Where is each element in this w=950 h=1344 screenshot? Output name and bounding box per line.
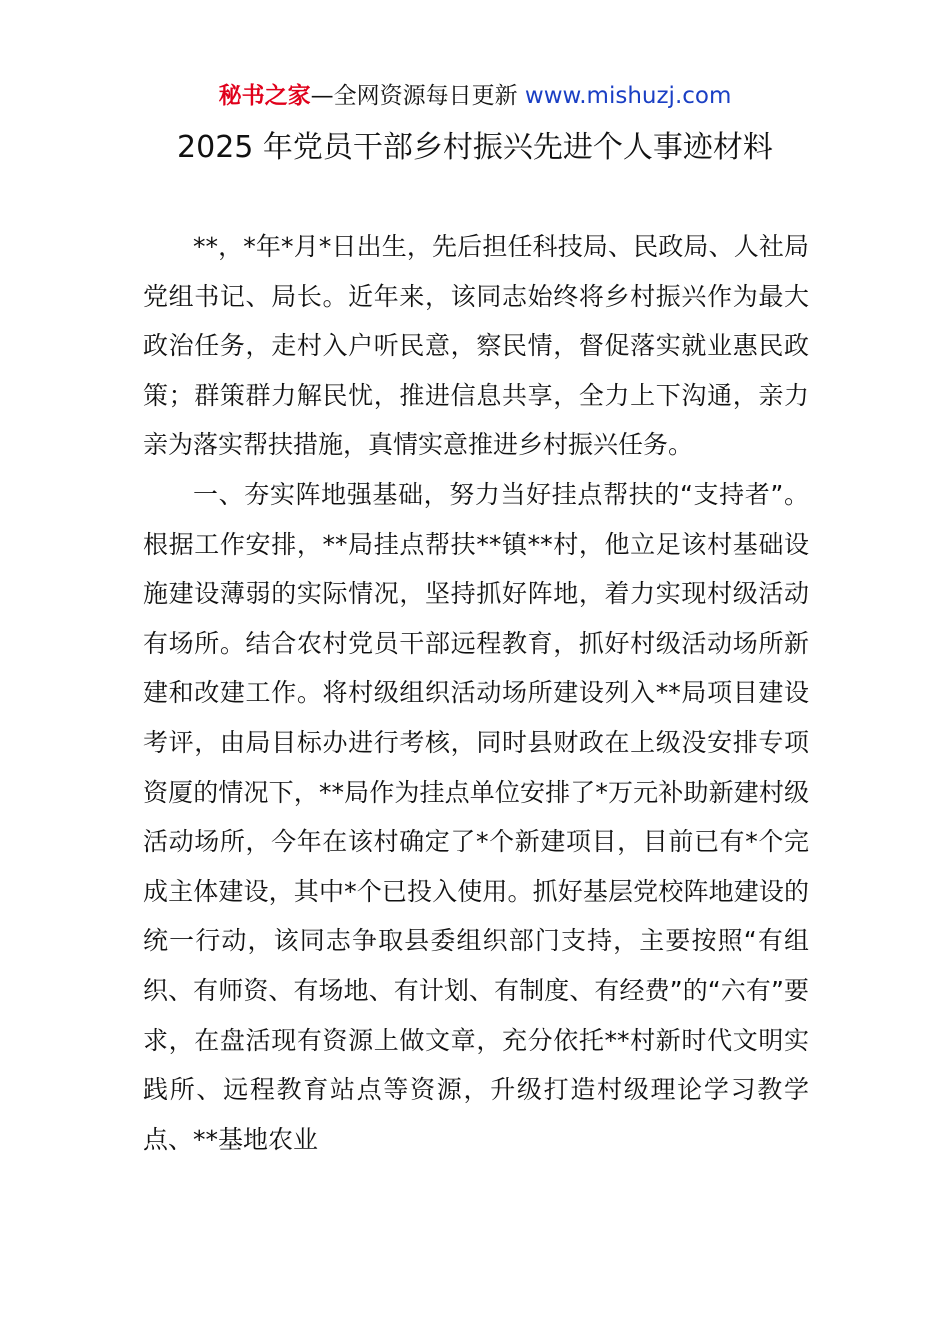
document-body	[143, 222, 809, 1164]
document-title: 2025 年党员干部乡村振兴先进个人事迹材料	[177, 130, 773, 165]
site-url-link[interactable]: www.mishuzj.com	[524, 83, 732, 109]
site-brand: 秘书之家	[218, 83, 311, 109]
site-header	[0, 80, 950, 112]
paragraph-intro: **，*年*月*日出生，先后担任科技局、民政局、人社局党组书记、局长。近年来，该同志始终将乡村振兴作为最大政治任务，走村入户听民意，察民情，督促落实就业惠民政策；群策群力解民忧，推进信息共享，全力上下沟通，亲力亲为落实帮扶措施，真情实意推进乡村振兴任务。	[143, 232, 809, 460]
paragraph-section-one: 一、夯实阵地强基础，努力当好挂点帮扶的“支持者”。根据工作安排，**局挂点帮扶**镇**村，他立足该村基础设施建设薄弱的实际情况，坚持抓好阵地，着力实现村级活动有场所。结合农村党员干部远程教育，抓好村级活动场所新建和改建工作。将村级组织活动场所建设列入**局项目建设考评，由局目标办进行考核，同时县财政在上级没安排专项资厦的情况下，**局作为挂点单位安排了*万元补助新建村级活动场所，今年在该村确定了*个新建项目，目前已有*个完成主体建设，其中*个已投入使用。抓好基层党校阵地建设的统一行动，该同志争取县委组织部门支持，主要按照“有组织、有师资、有场地、有计划、有制度、有经费”的“六有”要求，在盘活现有资源上做文章，充分依托**村新时代文明实践所、远程教育站点等资源，升级打造村级理论学习教学点、**基地农业	[143, 479, 809, 1154]
site-tagline: —全网资源每日更新	[310, 83, 525, 109]
